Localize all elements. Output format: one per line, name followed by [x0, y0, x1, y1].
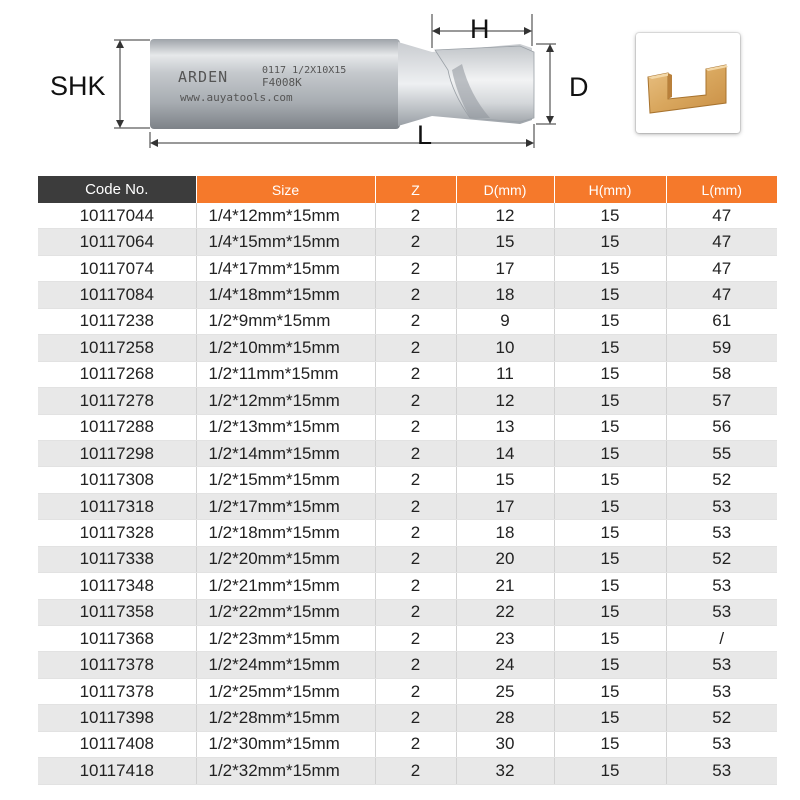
table-row — [38, 731, 777, 757]
cell-size: 1/4*17mm*15mm — [196, 255, 375, 281]
cell-z: 2 — [375, 414, 456, 440]
cell-h: 15 — [554, 652, 666, 678]
cell-code: 10117278 — [38, 388, 196, 414]
bit-model-mark: 0117 1/2X10X15 — [262, 65, 347, 76]
cell-l: 47 — [666, 255, 777, 281]
cell-h: 15 — [554, 520, 666, 546]
cell-l: 53 — [666, 758, 777, 784]
cell-h: 15 — [554, 361, 666, 387]
cell-h: 15 — [554, 229, 666, 255]
cell-l: 53 — [666, 573, 777, 599]
table-row — [38, 229, 777, 255]
cell-h: 15 — [554, 599, 666, 625]
bit-website-mark: www.auyatools.com — [180, 91, 293, 104]
cell-l: 47 — [666, 203, 777, 229]
cell-l: 56 — [666, 414, 777, 440]
cell-size: 1/2*23mm*15mm — [196, 626, 375, 652]
cell-code: 10117328 — [38, 520, 196, 546]
cell-h: 15 — [554, 731, 666, 757]
cell-code: 10117064 — [38, 229, 196, 255]
cell-z: 2 — [375, 335, 456, 361]
cell-code: 10117084 — [38, 282, 196, 308]
cell-h: 15 — [554, 705, 666, 731]
cell-size: 1/2*21mm*15mm — [196, 573, 375, 599]
table-row — [38, 440, 777, 466]
cell-z: 2 — [375, 282, 456, 308]
table-row — [38, 203, 777, 229]
cell-code: 10117268 — [38, 361, 196, 387]
cell-size: 1/2*9mm*15mm — [196, 308, 375, 334]
table-row — [38, 308, 777, 334]
cell-d: 10 — [456, 335, 554, 361]
cell-code: 10117318 — [38, 493, 196, 519]
cell-size: 1/2*20mm*15mm — [196, 546, 375, 572]
cell-z: 2 — [375, 731, 456, 757]
bit-brand-mark: ARDEN — [178, 68, 229, 86]
cell-d: 32 — [456, 758, 554, 784]
table-header-row — [38, 176, 777, 203]
cell-l: 53 — [666, 652, 777, 678]
cell-h: 15 — [554, 758, 666, 784]
cell-l: 52 — [666, 705, 777, 731]
cell-d: 12 — [456, 388, 554, 414]
cell-size: 1/2*14mm*15mm — [196, 440, 375, 466]
header-l: L(mm) — [666, 176, 777, 203]
cell-d: 12 — [456, 203, 554, 229]
cell-d: 18 — [456, 282, 554, 308]
wood-groove-icon — [648, 65, 726, 113]
cell-h: 15 — [554, 546, 666, 572]
cell-l: 61 — [666, 308, 777, 334]
cell-size: 1/2*15mm*15mm — [196, 467, 375, 493]
cell-h: 15 — [554, 282, 666, 308]
cell-d: 23 — [456, 626, 554, 652]
cell-z: 2 — [375, 440, 456, 466]
cell-d: 28 — [456, 705, 554, 731]
spec-table — [38, 176, 777, 785]
cell-l: 53 — [666, 493, 777, 519]
table-row — [38, 282, 777, 308]
cell-code: 10117044 — [38, 203, 196, 229]
cell-code: 10117288 — [38, 414, 196, 440]
table-row — [38, 626, 777, 652]
table-row — [38, 335, 777, 361]
cell-h: 15 — [554, 203, 666, 229]
cell-z: 2 — [375, 361, 456, 387]
cell-code: 10117298 — [38, 440, 196, 466]
cell-size: 1/2*17mm*15mm — [196, 493, 375, 519]
cell-l: 47 — [666, 282, 777, 308]
cell-size: 1/2*32mm*15mm — [196, 758, 375, 784]
cell-l: 55 — [666, 440, 777, 466]
cell-size: 1/2*18mm*15mm — [196, 520, 375, 546]
table-row — [38, 705, 777, 731]
cell-size: 1/2*22mm*15mm — [196, 599, 375, 625]
cell-z: 2 — [375, 678, 456, 704]
groove-profile-thumbnail — [636, 33, 740, 133]
cell-code: 10117378 — [38, 652, 196, 678]
bit-code-mark: F4008K — [262, 76, 302, 89]
cell-z: 2 — [375, 308, 456, 334]
table-row — [38, 493, 777, 519]
header-code: Code No. — [38, 176, 196, 203]
cell-d: 24 — [456, 652, 554, 678]
cell-l: 53 — [666, 520, 777, 546]
cell-l: 47 — [666, 229, 777, 255]
cell-size: 1/4*12mm*15mm — [196, 203, 375, 229]
cell-code: 10117398 — [38, 705, 196, 731]
cell-code: 10117258 — [38, 335, 196, 361]
cell-size: 1/2*25mm*15mm — [196, 678, 375, 704]
table-row — [38, 678, 777, 704]
cell-h: 15 — [554, 388, 666, 414]
cell-d: 15 — [456, 467, 554, 493]
cell-d: 15 — [456, 229, 554, 255]
cell-z: 2 — [375, 520, 456, 546]
cell-size: 1/2*28mm*15mm — [196, 705, 375, 731]
cell-h: 15 — [554, 255, 666, 281]
dim-label-height: H — [470, 14, 490, 44]
cell-size: 1/2*24mm*15mm — [196, 652, 375, 678]
cell-code: 10117348 — [38, 573, 196, 599]
table-row — [38, 573, 777, 599]
table-row — [38, 546, 777, 572]
cell-code: 10117338 — [38, 546, 196, 572]
table-row — [38, 388, 777, 414]
cell-h: 15 — [554, 414, 666, 440]
table-row — [38, 520, 777, 546]
dim-label-length: L — [417, 120, 433, 150]
cell-h: 15 — [554, 440, 666, 466]
cell-size: 1/2*13mm*15mm — [196, 414, 375, 440]
dim-label-diameter: D — [569, 72, 589, 102]
cell-l: 52 — [666, 546, 777, 572]
cell-l: 57 — [666, 388, 777, 414]
table-row — [38, 652, 777, 678]
cell-z: 2 — [375, 203, 456, 229]
cell-size: 1/2*11mm*15mm — [196, 361, 375, 387]
cell-d: 13 — [456, 414, 554, 440]
table-row — [38, 255, 777, 281]
cell-z: 2 — [375, 493, 456, 519]
cell-l: 59 — [666, 335, 777, 361]
cell-z: 2 — [375, 573, 456, 599]
header-d: D(mm) — [456, 176, 554, 203]
cell-code: 10117378 — [38, 678, 196, 704]
cell-size: 1/2*30mm*15mm — [196, 731, 375, 757]
cell-code: 10117074 — [38, 255, 196, 281]
cell-d: 14 — [456, 440, 554, 466]
header-h: H(mm) — [554, 176, 666, 203]
cell-z: 2 — [375, 388, 456, 414]
cell-d: 20 — [456, 546, 554, 572]
table-row — [38, 758, 777, 784]
cell-h: 15 — [554, 626, 666, 652]
cell-d: 25 — [456, 678, 554, 704]
cell-code: 10117358 — [38, 599, 196, 625]
cell-l: 58 — [666, 361, 777, 387]
cell-code: 10117408 — [38, 731, 196, 757]
cell-l: 53 — [666, 599, 777, 625]
cell-code: 10117308 — [38, 467, 196, 493]
cell-h: 15 — [554, 573, 666, 599]
cell-l: / — [666, 626, 777, 652]
cell-d: 17 — [456, 493, 554, 519]
table-row — [38, 599, 777, 625]
header-z: Z — [375, 176, 456, 203]
cell-h: 15 — [554, 335, 666, 361]
cell-size: 1/4*18mm*15mm — [196, 282, 375, 308]
cell-l: 52 — [666, 467, 777, 493]
cell-size: 1/4*15mm*15mm — [196, 229, 375, 255]
cell-h: 15 — [554, 493, 666, 519]
cell-z: 2 — [375, 705, 456, 731]
cell-d: 11 — [456, 361, 554, 387]
cell-d: 22 — [456, 599, 554, 625]
cell-z: 2 — [375, 652, 456, 678]
cell-h: 15 — [554, 467, 666, 493]
cell-h: 15 — [554, 308, 666, 334]
cell-d: 17 — [456, 255, 554, 281]
cell-size: 1/2*12mm*15mm — [196, 388, 375, 414]
cell-code: 10117368 — [38, 626, 196, 652]
cell-z: 2 — [375, 467, 456, 493]
cell-code: 10117238 — [38, 308, 196, 334]
table-row — [38, 467, 777, 493]
cell-z: 2 — [375, 229, 456, 255]
cell-d: 30 — [456, 731, 554, 757]
cell-size: 1/2*10mm*15mm — [196, 335, 375, 361]
header-size: Size — [196, 176, 375, 203]
cell-z: 2 — [375, 599, 456, 625]
cell-h: 15 — [554, 678, 666, 704]
table-body — [38, 203, 777, 784]
cell-z: 2 — [375, 255, 456, 281]
cell-z: 2 — [375, 626, 456, 652]
cell-d: 9 — [456, 308, 554, 334]
dim-label-shank: SHK — [50, 71, 106, 101]
cell-d: 18 — [456, 520, 554, 546]
cell-code: 10117418 — [38, 758, 196, 784]
table-row — [38, 361, 777, 387]
cell-z: 2 — [375, 758, 456, 784]
cell-z: 2 — [375, 546, 456, 572]
cell-l: 53 — [666, 731, 777, 757]
cell-d: 21 — [456, 573, 554, 599]
table-row — [38, 414, 777, 440]
cell-l: 53 — [666, 678, 777, 704]
